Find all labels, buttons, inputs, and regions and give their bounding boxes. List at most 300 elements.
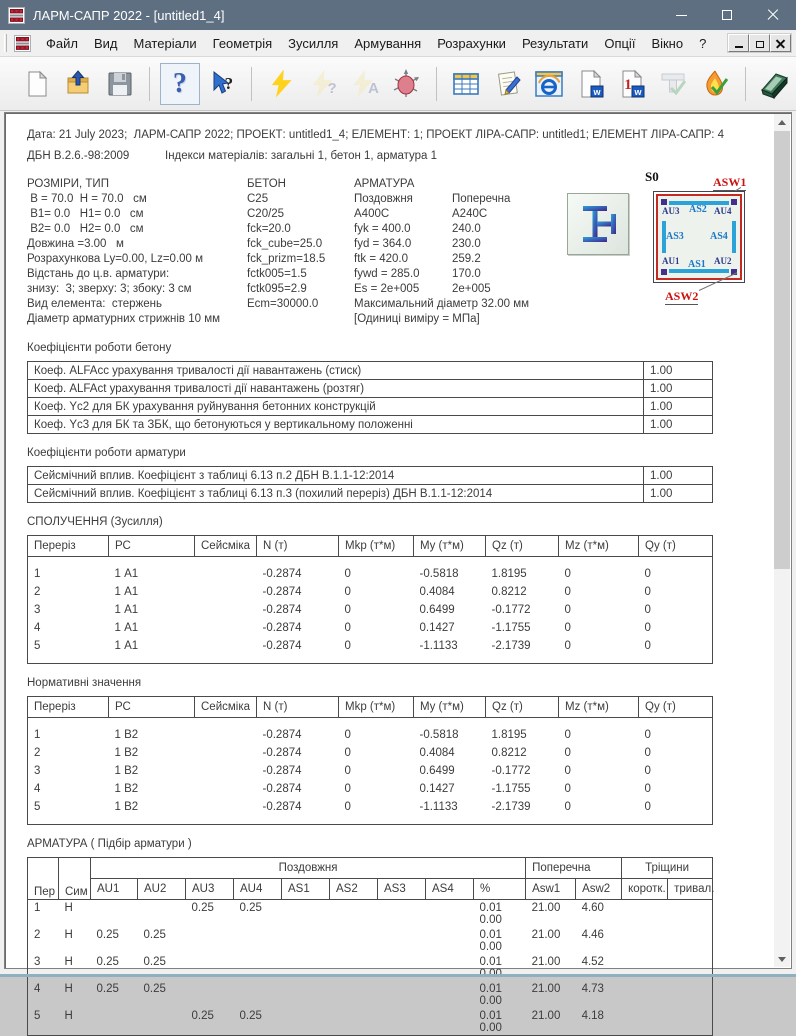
cell [668, 900, 713, 928]
cell: 0.1427 [419, 782, 455, 795]
menu-geometry[interactable]: Геометрія [212, 35, 273, 51]
toolbar [0, 57, 796, 111]
percent-cell [474, 927, 526, 954]
percent-top: 0.01 [479, 1010, 502, 1022]
percent-top: 0.01 [479, 929, 502, 941]
col-header: Qy (т) [639, 536, 713, 557]
notes-icon [493, 69, 523, 99]
cell: 0 [644, 567, 651, 580]
rebar-trans-value: 240.0 [452, 223, 481, 235]
material-indices: Індекси матеріалів: загальні 1, бетон 1, арматура 1 [165, 150, 438, 162]
cell: 0.6499 [419, 603, 455, 616]
concrete-line: fck_cube=25.0 [247, 238, 323, 250]
col-header: Qz (т) [486, 536, 559, 557]
lightning-icon [269, 70, 295, 98]
check-section-button[interactable] [654, 63, 693, 105]
ibeam-section-icon [575, 201, 621, 247]
cell: 1 А1 [114, 639, 139, 652]
cell [668, 927, 713, 954]
title-bar [0, 0, 796, 30]
cell: 1 [34, 728, 41, 741]
dim-line: Діаметр арматурних стрижнів 10 мм [27, 313, 221, 325]
cell: 2 [34, 585, 41, 598]
cell [330, 900, 378, 928]
corner-rebar [661, 269, 667, 275]
cell: 0.1427 [419, 621, 455, 634]
percent-cell [474, 1008, 526, 1036]
cell [622, 981, 668, 1008]
cell: 0 [644, 728, 651, 741]
cell: 0 [564, 567, 571, 580]
cell [138, 1008, 186, 1036]
cell: Н [64, 983, 73, 995]
rebar-title: АРМАТУРА [354, 178, 415, 190]
cell: 0.25 [96, 956, 119, 968]
mdi-restore-icon [756, 41, 764, 48]
concrete-line: fctk095=2.9 [247, 283, 307, 295]
table-row [28, 362, 713, 380]
concrete-line: C25 [247, 193, 269, 205]
right-rebar-bar [732, 221, 736, 253]
cell: 0.25 [239, 1010, 262, 1022]
notes-button[interactable] [488, 63, 527, 105]
rebar-line [354, 237, 569, 252]
rebar-selection-title: АРМАТУРА ( Підбір арматури ) [27, 838, 192, 850]
table-row [28, 467, 713, 485]
cell: -1.1133 [419, 800, 458, 813]
menu-reinforcement[interactable]: Армування [354, 35, 422, 51]
cell: -0.5818 [419, 567, 459, 580]
cell: 0 [564, 764, 571, 777]
mdi-minimize-button[interactable] [728, 34, 749, 52]
maximize-icon [722, 10, 732, 20]
cell: -0.2874 [262, 800, 302, 813]
axes-button[interactable] [386, 63, 425, 105]
arrow-up-icon [778, 120, 786, 125]
dim-line: B = 70.0 H = 70.0 см [27, 193, 147, 205]
cell: -0.2874 [262, 639, 302, 652]
cell [378, 927, 426, 954]
cell: 4 [34, 983, 41, 995]
col-header: РС [109, 697, 195, 718]
cell: -0.1772 [491, 764, 531, 777]
cell: 0 [564, 603, 571, 616]
col-header: Переріз [28, 536, 109, 557]
arrow-down-icon [778, 957, 786, 962]
cell: 4.46 [581, 929, 604, 941]
new-document-icon [22, 69, 52, 99]
cell [330, 981, 378, 1008]
rebar-trans-value: Поперечна [452, 193, 511, 205]
calculate-text-button[interactable] [345, 63, 384, 105]
table-row [28, 583, 713, 601]
cell [195, 637, 257, 655]
rebar-long-value: fyk = 400.0 [354, 223, 411, 235]
menu-results[interactable]: Результати [521, 35, 589, 51]
word-numbered-export-button[interactable] [612, 63, 651, 105]
mdi-close-button[interactable] [770, 34, 791, 52]
cell: -0.2874 [262, 603, 302, 616]
dim-line: B1= 0.0 H1= 0.0 см [27, 208, 144, 220]
question-badge-icon: ? [327, 80, 337, 97]
table-row [28, 398, 713, 416]
cell: 4 [34, 621, 41, 634]
report-header-line: Дата: 21 July 2023; ЛАРМ-САПР 2022; ПРОЕКТ: untitled1_4; ЕЛЕМЕНТ: 1; ПРОЕКТ ЛІРА-САПР: untitled1; ЕЛЕМЕНТ ЛІРА-САПР: 4 [27, 129, 725, 141]
cell: 0.25 [143, 983, 166, 995]
rebar-selection-table [27, 857, 713, 1036]
rebar-coef-table [27, 466, 713, 503]
cell: 0.6499 [419, 764, 455, 777]
lira-logo-icon [759, 69, 791, 99]
cell [282, 927, 330, 954]
cell: 0.25 [143, 956, 166, 968]
as1-label: AS1 [688, 259, 706, 270]
rebar-line [354, 282, 569, 297]
dimensions-title: РОЗМІРИ, ТИП [27, 178, 109, 190]
cell: -2.1739 [491, 800, 531, 813]
cell: 0 [344, 639, 351, 652]
table-row [28, 380, 713, 398]
cell: -0.2874 [262, 621, 302, 634]
rebar-trans-value: 259.2 [452, 253, 481, 265]
concrete-line: fck_prizm=18.5 [247, 253, 326, 265]
table-row [28, 780, 713, 798]
menu-options[interactable]: Опції [604, 35, 636, 51]
mdi-restore-button[interactable] [749, 34, 770, 52]
cell: 0 [644, 603, 651, 616]
menu-window[interactable]: Вікно [651, 35, 684, 51]
col-header: AU1 [91, 879, 138, 900]
percent-bottom: 0.00 [479, 995, 502, 1007]
browser-icon [534, 69, 564, 99]
word-numbered-document-icon [617, 69, 647, 99]
concrete-line: Ecm=30000.0 [247, 298, 319, 310]
scrollbar-thumb[interactable] [774, 131, 790, 569]
col-header: N (т) [257, 536, 339, 557]
t-check-icon [658, 69, 688, 99]
col-header: AU2 [138, 879, 186, 900]
vertical-scrollbar[interactable] [774, 114, 790, 967]
menu-calculations[interactable]: Розрахунки [437, 35, 506, 51]
cell: 3 [34, 603, 41, 616]
cell: 4.18 [581, 1010, 604, 1022]
close-icon [767, 9, 779, 21]
cell [622, 1008, 668, 1036]
coef-value: 1.00 [644, 362, 713, 380]
cell: 0 [564, 746, 571, 759]
letter-a-badge-icon: A [368, 80, 379, 97]
col-header: Mz (т*м) [559, 536, 639, 557]
mdi-close-icon [776, 39, 785, 48]
col-header: тривал. [668, 879, 713, 900]
open-button[interactable] [58, 63, 97, 105]
group-header-row [28, 858, 713, 879]
col-header: Mkp (т*м) [339, 536, 414, 557]
window-title: ЛАРМ-САПР 2022 - [untitled1_4] [33, 7, 225, 23]
cell: 21.00 [531, 902, 561, 914]
cell: 1 [34, 567, 41, 580]
cell: -0.2874 [262, 567, 302, 580]
col-header: AS2 [330, 879, 378, 900]
cell [426, 981, 474, 1008]
cell: 0 [344, 800, 351, 813]
rebar-line [354, 267, 569, 282]
close-button[interactable] [750, 0, 796, 30]
menu-forces[interactable]: Зусилля [288, 35, 339, 51]
cell: 0 [344, 728, 351, 741]
coef-value: 1.00 [644, 485, 713, 503]
cell [186, 927, 234, 954]
coef-label: Сейсмічний вплив. Коефіцієнт з таблиці 6.13 п.2 ДБН В.1.1-12:2014 [28, 467, 644, 485]
maximize-button[interactable] [704, 0, 750, 30]
document-icon[interactable] [14, 35, 31, 52]
col-header: Mkp (т*м) [339, 697, 414, 718]
rebar-trans-value: 230.0 [452, 238, 481, 250]
rebar-line [354, 207, 569, 222]
dim-line: Розрахункова Ly=0.00, Lz=0.00 м [27, 253, 204, 265]
calculate-query-button[interactable] [303, 63, 342, 105]
cell: 0 [344, 585, 351, 598]
flame-check-icon [700, 69, 730, 99]
rebar-trans-value: A240C [452, 208, 488, 220]
cell: 0.25 [96, 929, 119, 941]
cell: 1 А1 [114, 603, 139, 616]
save-button[interactable] [100, 63, 139, 105]
dim-line: Відстань до ц.в. арматури: [27, 268, 170, 280]
rebar-units: [Одиниці виміру = МПа] [354, 313, 480, 325]
cell [195, 780, 257, 798]
forces-table [27, 535, 713, 664]
menu-view[interactable]: Вид [93, 35, 118, 51]
cell [195, 619, 257, 637]
au1-label: AU1 [662, 256, 680, 266]
table-row [28, 927, 713, 954]
coef-value: 1.00 [644, 467, 713, 485]
header-row [28, 697, 713, 718]
cell: 1 В2 [114, 782, 139, 795]
cell [282, 981, 330, 1008]
concrete-column [247, 177, 357, 312]
cell: 0 [644, 585, 651, 598]
coef-label: Сейсмічний вплив. Коефіцієнт з таблиці 6.13 п.3 (похилий переріз) ДБН В.1.1-12:2014 [28, 485, 644, 503]
cell [378, 900, 426, 928]
normative-title: Нормативні значення [27, 677, 142, 689]
tables-button[interactable] [447, 63, 486, 105]
col-header: My (т*м) [414, 536, 486, 557]
cell [668, 1008, 713, 1036]
cell: 0 [564, 585, 571, 598]
cell: 0 [344, 746, 351, 759]
help-button[interactable] [160, 63, 199, 105]
cell: 4.73 [581, 983, 604, 995]
concrete-line: fctk005=1.5 [247, 268, 307, 280]
mdi-minimize-icon [735, 46, 743, 48]
percent-cell [474, 981, 526, 1008]
col-header: Пер [28, 858, 59, 900]
cell: 0.25 [191, 902, 214, 914]
toolbar-separator [436, 67, 437, 101]
cell: -0.5818 [419, 728, 459, 741]
cell: 0.25 [96, 983, 119, 995]
coef-value: 1.00 [644, 416, 713, 434]
menu-help[interactable]: ? [699, 35, 707, 51]
au4-label: AU4 [714, 206, 732, 216]
col-header: Mz (т*м) [559, 697, 639, 718]
cell: 1 В2 [114, 728, 139, 741]
scheme-label: S0 [645, 169, 659, 184]
group-header-transverse: Поперечна [526, 858, 622, 879]
calculate-button[interactable] [262, 63, 301, 105]
context-help-question-icon: ? [224, 73, 234, 93]
cell: 1 В2 [114, 764, 139, 777]
percent-top: 0.01 [479, 902, 502, 914]
cell: 21.00 [531, 983, 561, 995]
new-document-button[interactable] [17, 63, 56, 105]
cell: 4.52 [581, 956, 604, 968]
cell: 0 [644, 746, 651, 759]
dim-line: знизу: 3; зверху: 3; збоку: 3 см [27, 283, 192, 295]
cell: 2 [34, 929, 41, 941]
cell [330, 1008, 378, 1036]
corner-rebar [731, 199, 737, 205]
cell: 0 [644, 621, 651, 634]
col-header: N (т) [257, 697, 339, 718]
cell [138, 900, 186, 928]
col-header: Qy (т) [639, 697, 713, 718]
percent-cell [474, 900, 526, 928]
rebar-long-value: A400C [354, 208, 390, 220]
col-header: Asw1 [526, 879, 576, 900]
dimensions-column [27, 177, 252, 327]
scroll-up-button[interactable] [774, 114, 790, 130]
cell: -0.2874 [262, 585, 302, 598]
col-header: Переріз [28, 697, 109, 718]
menu-file[interactable]: Файл [46, 35, 78, 51]
cell: 1 В2 [114, 800, 139, 813]
col-header: AS1 [282, 879, 330, 900]
table-row [28, 485, 713, 503]
cell: Н [64, 956, 73, 968]
cell: -0.2874 [262, 728, 302, 741]
dim-line: Вид елемента: стержень [27, 298, 163, 310]
cell: 0.25 [191, 1010, 214, 1022]
rebar-line [354, 252, 569, 267]
section-type-button[interactable] [567, 193, 629, 255]
col-header: AU4 [234, 879, 282, 900]
cell: 2 [34, 746, 41, 759]
save-icon [105, 69, 135, 99]
minimize-button[interactable] [658, 0, 704, 30]
cell [378, 981, 426, 1008]
cell: 0.25 [239, 902, 262, 914]
cell: 1 В2 [114, 746, 139, 759]
section-square [653, 191, 745, 283]
word-export-button[interactable] [571, 63, 610, 105]
cell [195, 583, 257, 601]
cell [195, 601, 257, 619]
cell: 0 [564, 621, 571, 634]
cell: -1.1755 [491, 782, 531, 795]
cell [426, 1008, 474, 1036]
coef-label: Коеф. Yc2 для БК урахування руйнування бетонних конструкцій [28, 398, 644, 416]
cell: 1 А1 [114, 585, 139, 598]
col-header: коротк. [622, 879, 668, 900]
header-row [28, 536, 713, 557]
col-header: AS3 [378, 879, 426, 900]
col-header: Сейсміка [195, 536, 257, 557]
table-row [28, 798, 713, 816]
cell: -0.2874 [262, 746, 302, 759]
word-w-glyph: w [634, 86, 642, 97]
cell [622, 900, 668, 928]
cell [195, 762, 257, 780]
rebar-line [354, 192, 569, 207]
table-row [28, 619, 713, 637]
col-header: My (т*м) [414, 697, 486, 718]
rebar-long-value: Поздовжня [354, 193, 413, 205]
cell: 4.60 [581, 902, 604, 914]
cell: 21.00 [531, 929, 561, 941]
cell [282, 900, 330, 928]
cell [186, 981, 234, 1008]
cell: 4 [34, 782, 41, 795]
table-row [28, 637, 713, 655]
cell [426, 900, 474, 928]
table-row [28, 565, 713, 583]
browser-report-button[interactable] [529, 63, 568, 105]
cell: 0 [644, 764, 651, 777]
concrete-title: БЕТОН [247, 178, 286, 190]
table-row [28, 601, 713, 619]
word-w-glyph: w [593, 86, 601, 97]
cell: 0.8212 [491, 585, 527, 598]
col-header: % [474, 879, 526, 900]
cell [195, 726, 257, 744]
cell: 1 А1 [114, 621, 139, 634]
rebar-long-value: fywd = 285.0 [354, 268, 420, 280]
dim-line: B2= 0.0 H2= 0.0 см [27, 223, 144, 235]
cell [622, 927, 668, 954]
cell: 0 [644, 639, 651, 652]
cell: 1.8195 [491, 728, 527, 741]
document-area [4, 112, 792, 1034]
cell: 0 [644, 800, 651, 813]
toolbar-separator [251, 67, 252, 101]
cell: -0.2874 [262, 782, 302, 795]
cell [330, 927, 378, 954]
cell [195, 565, 257, 583]
context-help-button[interactable] [202, 63, 241, 105]
percent-bottom: 0.00 [479, 1022, 502, 1034]
fire-check-button[interactable] [695, 63, 734, 105]
col-header: Asw2 [576, 879, 622, 900]
cell: 0 [564, 800, 571, 813]
table-row [28, 416, 713, 434]
cell: 3 [34, 764, 41, 777]
corner-rebar [661, 199, 667, 205]
table-row [28, 744, 713, 762]
cell: 21.00 [531, 1010, 561, 1022]
cell [195, 744, 257, 762]
lira-sapr-button[interactable] [756, 63, 795, 105]
cell: 0 [564, 639, 571, 652]
cell [195, 798, 257, 816]
scroll-down-button[interactable] [774, 951, 790, 967]
menu-materials[interactable]: Матеріали [133, 35, 197, 51]
toolbar-gripper[interactable] [4, 34, 7, 52]
toolbar-separator [745, 67, 746, 101]
cell: Н [64, 929, 73, 941]
